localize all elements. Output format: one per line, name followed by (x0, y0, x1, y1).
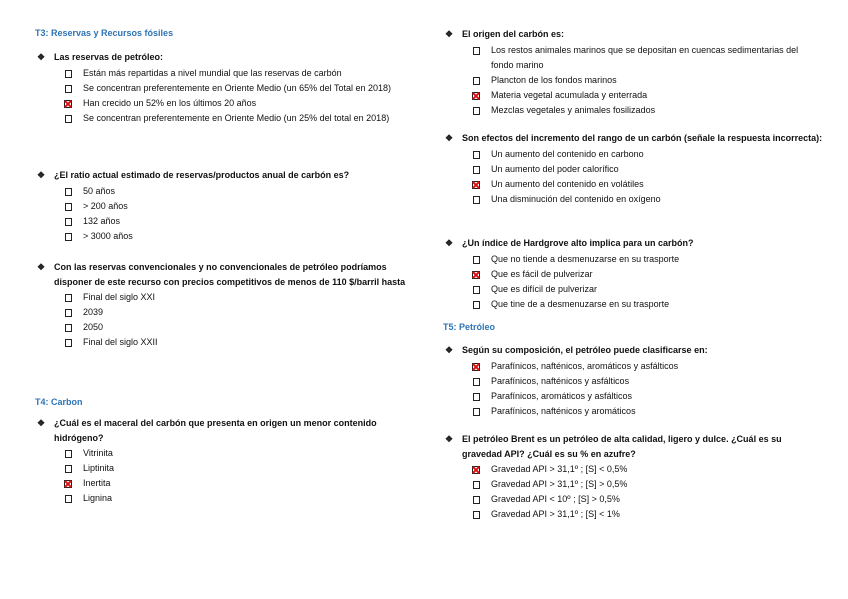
checkbox-icon[interactable] (65, 115, 72, 123)
answer-option[interactable] (35, 229, 420, 244)
checkbox-icon[interactable] (65, 294, 72, 302)
answer-option[interactable] (35, 335, 420, 350)
answer-option[interactable] (443, 147, 823, 162)
option-label: Final del siglo XXI (83, 292, 156, 302)
checkbox-icon[interactable] (65, 309, 72, 317)
option-list (443, 252, 823, 312)
diamond-bullet-icon: ❖ (445, 434, 454, 444)
question-text (35, 260, 420, 289)
checkbox-icon[interactable] (473, 511, 480, 519)
question-label: ¿Cuál es el maceral del carbón que presenta en origen un menor contenido hidrógeno? (54, 418, 377, 443)
answer-option[interactable] (443, 103, 823, 118)
checkbox-icon[interactable] (65, 188, 72, 196)
option-list (443, 43, 823, 118)
option-label: Parafínicos, nafténicos y asfálticos (491, 375, 630, 386)
checkbox-icon[interactable] (473, 196, 480, 204)
checkbox-icon[interactable] (65, 450, 72, 458)
option-label: Vitrinita (83, 448, 113, 458)
checkbox-icon[interactable] (473, 107, 480, 115)
question-text (443, 343, 823, 358)
answer-option[interactable] (443, 477, 823, 492)
checkbox-icon[interactable] (473, 481, 480, 489)
question-block (443, 236, 823, 312)
question-block (443, 343, 823, 419)
question-label: ¿El ratio actual estimado de reservas/productos anual de carbón es? (54, 170, 350, 180)
option-list (35, 66, 420, 126)
checkbox-icon[interactable] (473, 47, 480, 55)
answer-option[interactable] (35, 461, 420, 476)
section-title-t3: T3: Reservas y Recursos fósiles (35, 28, 174, 38)
diamond-bullet-icon: ❖ (445, 133, 454, 143)
answer-option[interactable] (35, 81, 420, 96)
question-block (35, 260, 420, 350)
question-label: Las reservas de petróleo: (54, 52, 164, 62)
option-label: Liptinita (83, 463, 115, 473)
option-label: Gravedad API > 31,1º ; [S] > 0,5% (491, 479, 628, 489)
option-label: Plancton de los fondos marinos (491, 74, 617, 85)
option-label: 132 años (83, 215, 121, 226)
question-text (35, 50, 420, 65)
checkbox-icon[interactable] (65, 70, 72, 78)
checkbox-icon[interactable] (65, 233, 72, 241)
answer-option[interactable] (443, 43, 823, 73)
checkbox-icon[interactable] (473, 393, 480, 401)
question-block (443, 131, 823, 207)
answer-option[interactable] (443, 267, 823, 282)
answer-option[interactable] (443, 192, 823, 207)
answer-option[interactable] (35, 320, 420, 335)
option-label: Que es fácil de pulverizar (491, 268, 593, 279)
option-label: Han crecido un 52% en los últimos 20 años (83, 97, 257, 108)
question-block (443, 432, 823, 522)
option-label: > 200 años (83, 200, 128, 211)
answer-option[interactable] (35, 199, 420, 214)
checked-box-icon[interactable] (472, 271, 479, 278)
option-label: Final del siglo XXII (83, 337, 158, 347)
question-label: El petróleo Brent es un petróleo de alta calidad, ligero y dulce. ¿Cuál es su gravedad API? ¿Cuál es su % en azufre? (462, 434, 782, 459)
option-label: Un aumento del contenido en carbono (491, 148, 644, 159)
checkbox-icon[interactable] (473, 408, 480, 416)
answer-option[interactable] (443, 359, 823, 374)
option-label: Gravedad API > 31,1º ; [S] < 0,5% (491, 464, 628, 474)
diamond-bullet-icon: ❖ (445, 29, 454, 39)
option-list (443, 147, 823, 207)
answer-option[interactable] (443, 88, 823, 103)
answer-option[interactable] (443, 404, 823, 419)
question-text (443, 432, 823, 461)
checkbox-icon[interactable] (65, 203, 72, 211)
option-label: Un aumento del poder calorífico (491, 163, 619, 174)
option-list (35, 446, 420, 506)
answer-option[interactable] (35, 290, 420, 305)
diamond-bullet-icon: ❖ (37, 262, 46, 272)
answer-option[interactable] (35, 476, 420, 491)
answer-option[interactable] (443, 297, 823, 312)
answer-option[interactable] (443, 389, 823, 404)
checked-box-icon[interactable] (472, 92, 479, 99)
question-block (35, 168, 420, 244)
checkbox-icon[interactable] (65, 218, 72, 226)
diamond-bullet-icon: ❖ (37, 52, 46, 62)
diamond-bullet-icon: ❖ (445, 345, 454, 355)
option-label: Se concentran preferentemente en Oriente Medio (un 25% del total en 2018) (83, 112, 390, 123)
checked-box-icon[interactable] (472, 363, 479, 370)
checked-box-icon[interactable] (472, 181, 479, 188)
checkbox-icon[interactable] (473, 256, 480, 264)
answer-option[interactable] (443, 462, 823, 477)
question-text (443, 27, 823, 42)
checkbox-icon[interactable] (473, 301, 480, 309)
question-label: Son efectos del incremento del rango de un carbón (señale la respuesta incorrecta): (462, 133, 823, 143)
question-text (35, 416, 420, 445)
answer-option[interactable] (443, 507, 823, 522)
option-label: Están más repartidas a nivel mundial que las reservas de carbón (83, 67, 342, 78)
option-label: Lignina (83, 493, 113, 503)
option-label: Gravedad API < 10º ; [S] > 0,5% (491, 494, 620, 504)
option-label: Que es difícil de pulverizar (491, 283, 598, 294)
option-label: Inertita (83, 478, 111, 488)
option-list (35, 290, 420, 350)
answer-option[interactable] (35, 446, 420, 461)
option-label: Que tine de a desmenuzarse en su trasporte (491, 298, 670, 309)
question-text (35, 168, 420, 183)
question-label: El origen del carbón es: (462, 29, 565, 39)
checkbox-icon[interactable] (473, 151, 480, 159)
checkbox-icon[interactable] (65, 85, 72, 93)
checkbox-icon[interactable] (65, 495, 72, 503)
question-text (443, 236, 823, 251)
answer-option[interactable] (35, 111, 420, 126)
answer-option[interactable] (35, 305, 420, 320)
answer-option[interactable] (35, 66, 420, 81)
checked-box-icon[interactable] (64, 480, 71, 487)
answer-option[interactable] (443, 162, 823, 177)
answer-option[interactable] (443, 73, 823, 88)
question-label: Con las reservas convencionales y no convencionales de petróleo podríamos disponer de este recurso con precios competitivos de menos de 110 $/barril hasta (54, 262, 406, 287)
option-label: > 3000 años (83, 230, 133, 241)
checkbox-icon[interactable] (65, 339, 72, 347)
checkbox-icon[interactable] (473, 286, 480, 294)
answer-option[interactable] (443, 374, 823, 389)
checkbox-icon[interactable] (473, 496, 480, 504)
option-list (35, 184, 420, 244)
checkbox-icon[interactable] (473, 378, 480, 386)
section-title-t4: T4: Carbon (35, 397, 83, 407)
option-label: Materia vegetal acumulada y enterrada (491, 89, 648, 100)
question-block (443, 27, 823, 118)
checked-box-icon[interactable] (472, 466, 479, 473)
question-block (35, 416, 420, 506)
option-label: 50 años (83, 185, 116, 196)
option-label: 2039 (83, 307, 104, 317)
question-text (443, 131, 823, 146)
option-label: Un aumento del contenido en volátiles (491, 178, 644, 189)
question-label: Según su composición, el petróleo puede clasificarse en: (462, 345, 708, 355)
answer-option[interactable] (443, 492, 823, 507)
option-label: Los restos animales marinos que se depositan en cuencas sedimentarias del fondo marino (491, 44, 799, 70)
answer-option[interactable] (443, 177, 823, 192)
diamond-bullet-icon: ❖ (37, 418, 46, 428)
answer-option[interactable] (443, 252, 823, 267)
answer-option[interactable] (443, 282, 823, 297)
answer-option[interactable] (35, 491, 420, 506)
checkbox-icon[interactable] (65, 465, 72, 473)
answer-option[interactable] (35, 214, 420, 229)
option-label: Parafínicos, aromáticos y asfálticos (491, 390, 633, 401)
option-label: Gravedad API > 31,1º ; [S] < 1% (491, 509, 620, 519)
option-label: Parafínicos, nafténicos, aromáticos y asfálticos (491, 360, 679, 371)
diamond-bullet-icon: ❖ (445, 238, 454, 248)
option-label: Parafínicos, nafténicos y aromáticos (491, 405, 636, 416)
checkbox-icon[interactable] (473, 166, 480, 174)
option-label: Se concentran preferentemente en Oriente Medio (un 65% del Total en 2018) (83, 82, 392, 93)
checked-box-icon[interactable] (64, 100, 71, 107)
answer-option[interactable] (35, 96, 420, 111)
question-label: ¿Un índice de Hardgrove alto implica para un carbón? (462, 238, 694, 248)
answer-option[interactable] (35, 184, 420, 199)
section-title-t5: T5: Petróleo (443, 322, 496, 332)
diamond-bullet-icon: ❖ (37, 170, 46, 180)
checkbox-icon[interactable] (473, 77, 480, 85)
option-label: Una disminución del contenido en oxígeno (491, 193, 661, 204)
option-list (443, 462, 823, 522)
question-block (35, 50, 420, 126)
option-list (443, 359, 823, 419)
option-label: 2050 (83, 322, 104, 332)
option-label: Que no tiende a desmenuzarse en su trasporte (491, 253, 680, 264)
checkbox-icon[interactable] (65, 324, 72, 332)
option-label: Mezclas vegetales y animales fosilizados (491, 104, 656, 115)
